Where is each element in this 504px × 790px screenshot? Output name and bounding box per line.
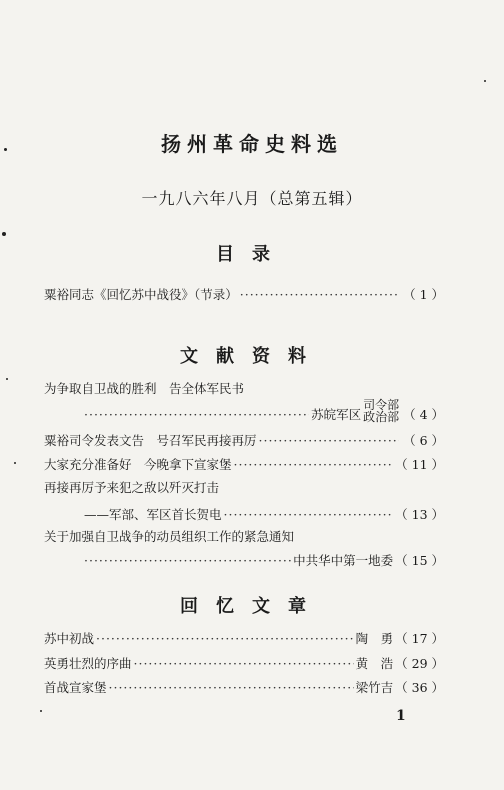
issue-date: 一九八六年八月（总第五辑） [141,189,363,208]
toc-entry [44,479,444,524]
toc-entry [44,432,444,450]
toc-entry [44,286,444,304]
entry-page: （ 29 ） [395,656,444,671]
entry-author-bottom: 政治部 [363,410,400,424]
leader-dots [134,655,354,673]
scan-speck [40,710,42,712]
toc-entry [44,528,444,570]
entry-author-stack [363,399,399,423]
entry-author-top: 司令部 [363,398,400,412]
entry-title: 粟裕司令发表文告 号召军民再接再厉 [44,433,257,448]
entry-page: （ 4 ） [403,407,444,422]
leader-dots [240,286,399,304]
memoirs-heading: 回忆文章 [180,596,324,617]
scan-speck [484,80,486,82]
leader-dots [84,406,309,424]
entry-author: ——军部、军区首长贺电 [84,507,222,522]
leader-dots [234,456,392,474]
entry-title: 粟裕同志《回忆苏中战役》（节录） [44,287,238,302]
toc-entry [44,655,444,673]
scan-speck [4,148,7,151]
toc-entry [44,630,444,648]
leader-dots [109,679,354,697]
leader-dots [96,630,354,648]
scan-speck [6,378,8,380]
scan-speck [2,232,6,236]
entry-page: （ 13 ） [395,507,444,522]
toc-entry [44,679,444,697]
entry-author: 黄 浩 [355,656,394,671]
toc-heading: 目录 [216,244,288,265]
entry-page: （ 11 ） [395,457,444,472]
entry-title: 关于加强自卫战争的动员组织工作的紧急通知 [44,529,295,544]
entry-page: （ 15 ） [395,553,444,568]
leader-dots [84,552,291,570]
entry-author: 苏皖军区 [311,407,362,422]
toc-entry [44,380,444,424]
entry-title: 英勇壮烈的序曲 [44,656,132,671]
publication-title: 扬州革命史料选 [161,132,343,156]
entry-author: 梁竹吉 [355,680,394,695]
entry-title: 苏中初战 [44,631,95,646]
entry-page: （ 17 ） [395,631,444,646]
scan-speck [14,462,16,464]
entry-title: 为争取自卫战的胜利 告全体军民书 [44,381,245,396]
leader-dots [224,506,392,524]
toc-entry [44,456,444,474]
entry-author: 陶 勇 [355,631,394,646]
entry-title: 再接再厉予来犯之敌以歼灭打击 [44,480,220,495]
entry-author: 中共华中第一地委 [293,553,394,568]
page-number: 1 [396,708,406,724]
entry-title: 大家充分准备好 今晚拿下宣家堡 [44,457,232,472]
entry-page: （ 1 ） [403,287,444,302]
leader-dots [259,432,400,450]
documents-heading: 文献资料 [180,346,324,367]
entry-page: （ 36 ） [395,680,444,695]
entry-title: 首战宣家堡 [44,680,107,695]
entry-page: （ 6 ） [403,433,444,448]
